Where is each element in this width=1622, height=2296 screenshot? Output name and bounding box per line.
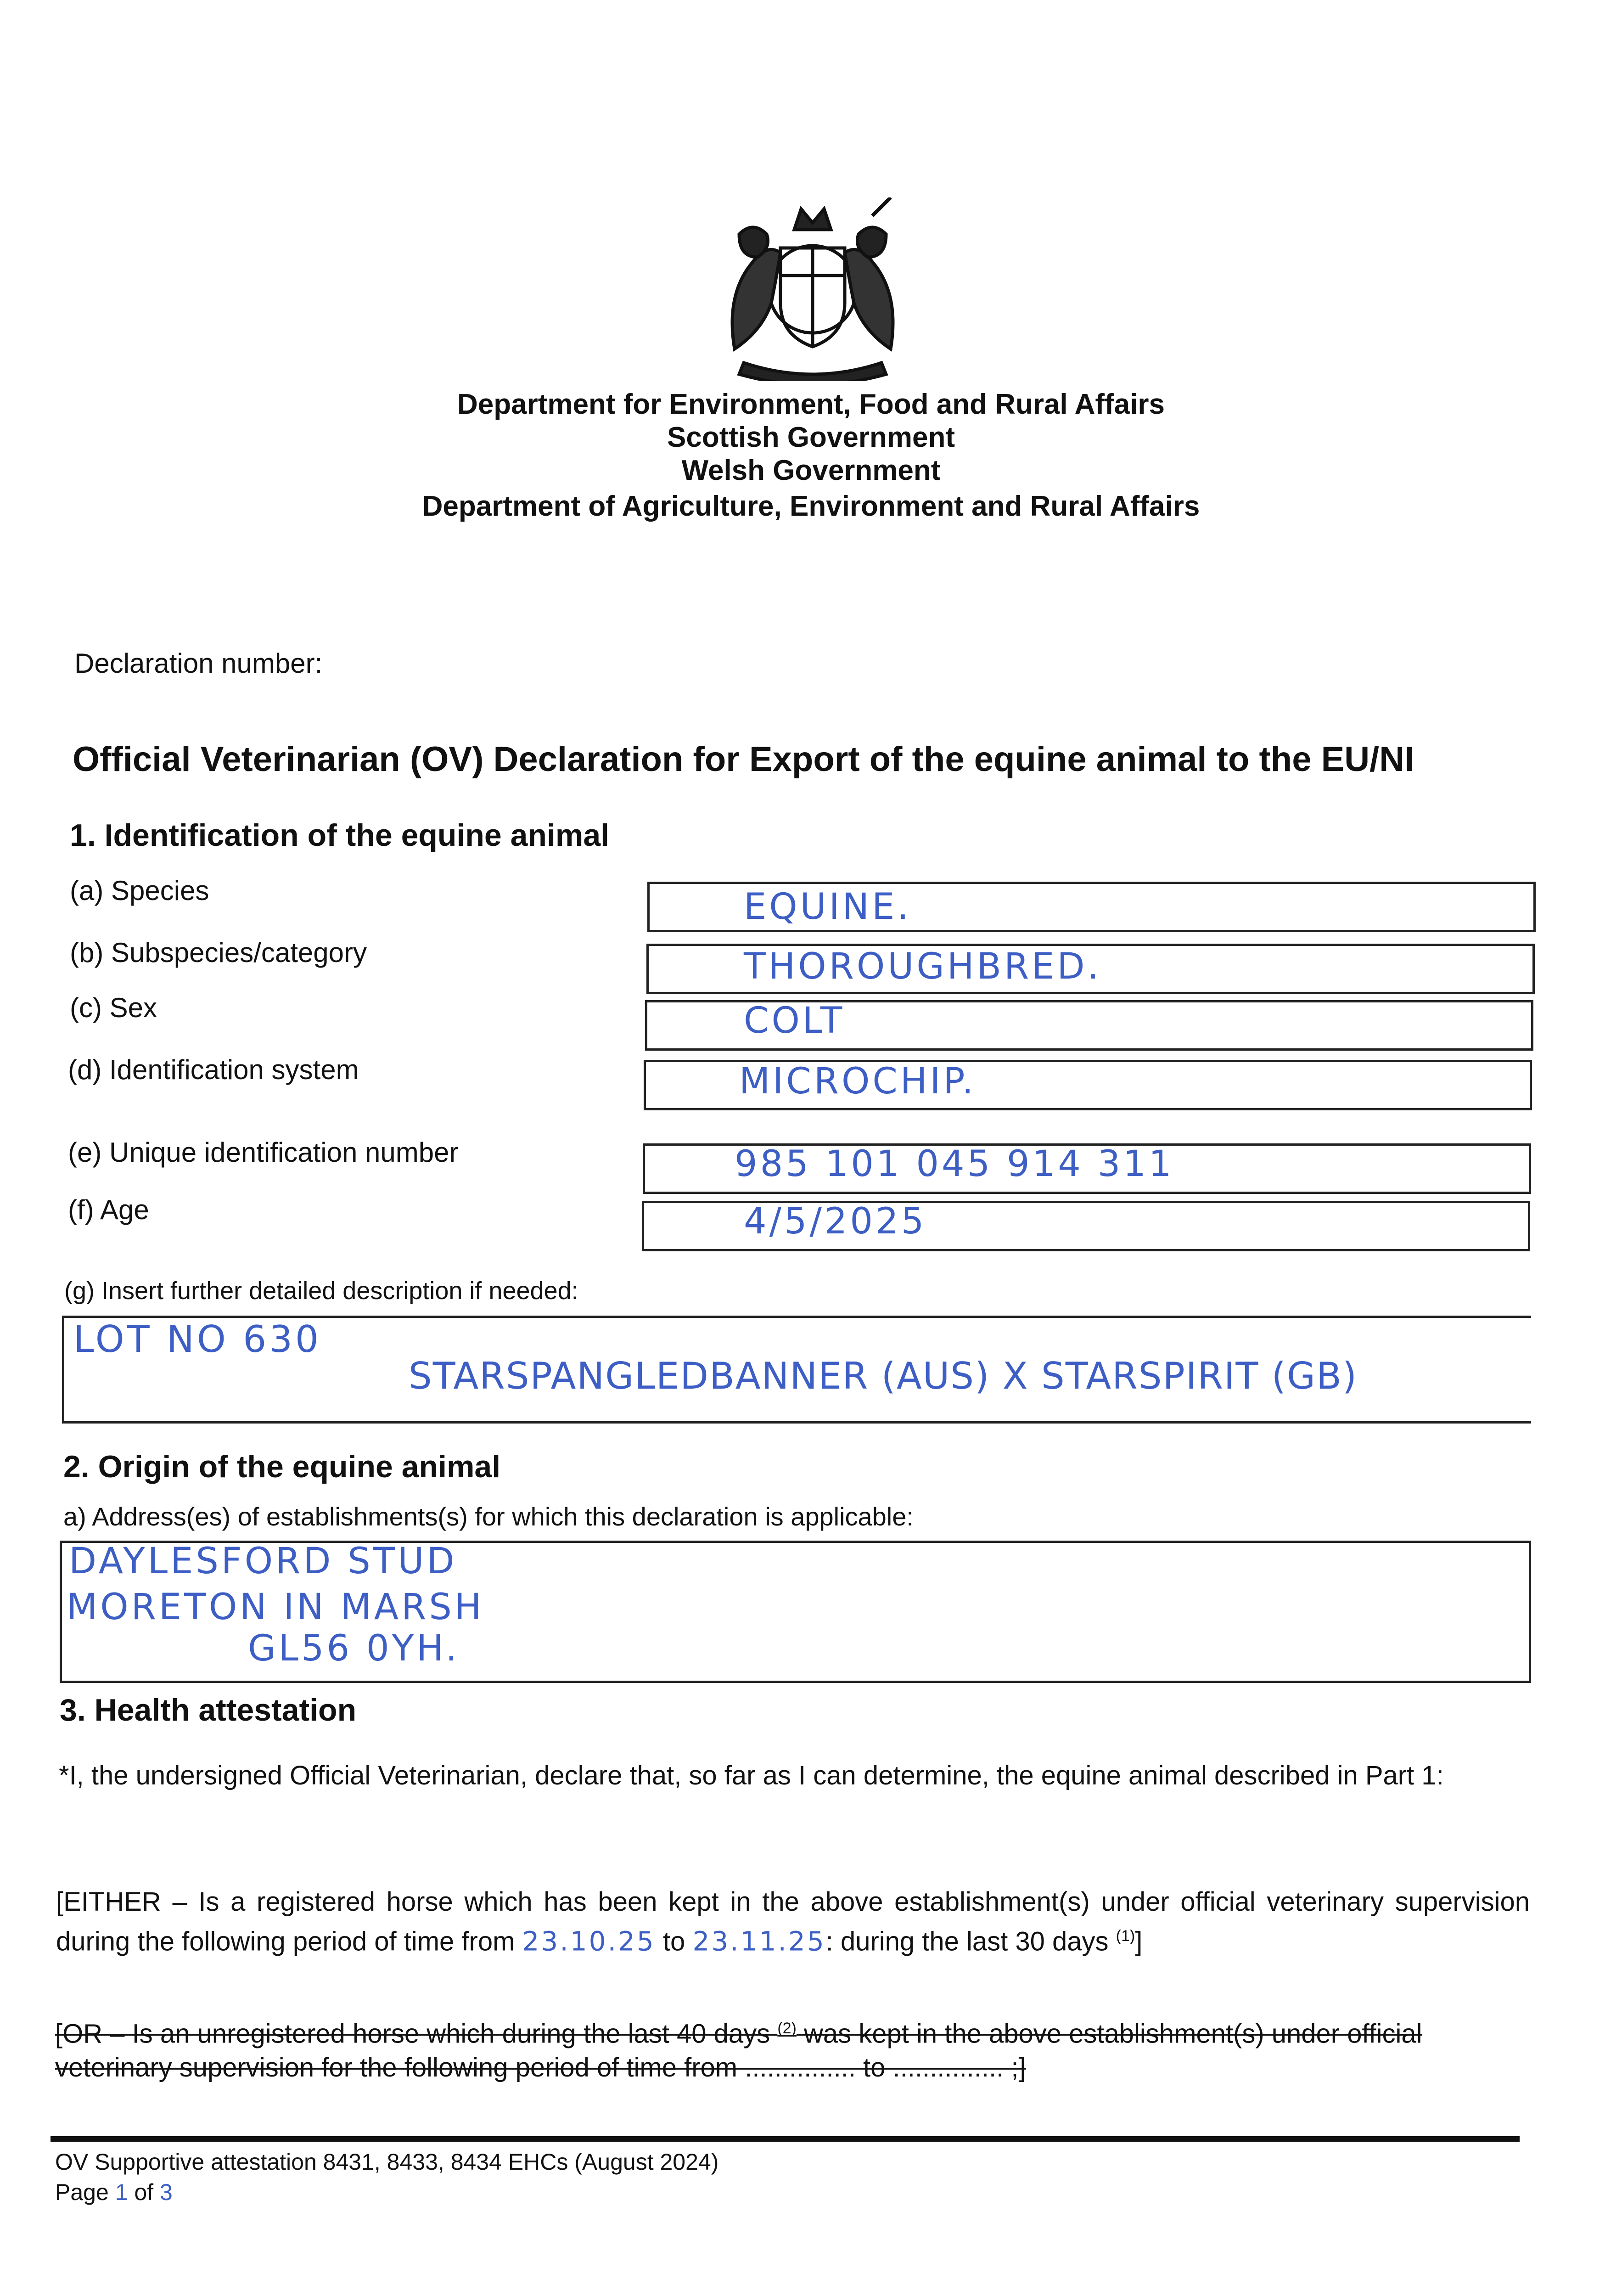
or-clause-text-2: was kept in the above establishment(s) under official veterinary supervision for the following period of time from ............... to ............... ;] bbox=[55, 2019, 1422, 2083]
footer-divider bbox=[51, 2136, 1520, 2142]
department-defra: Department for Environment, Food and Rural Affairs bbox=[457, 388, 1165, 420]
sex-value: COLT bbox=[744, 1000, 845, 1041]
footer-page-number bbox=[55, 2177, 173, 2207]
address-label: a) Address(es) of establishments(s) for which this declaration is applicable: bbox=[63, 1502, 914, 1531]
total-pages: 3 bbox=[160, 2179, 173, 2205]
sex-label: (c) Sex bbox=[70, 992, 157, 1023]
either-from-date: 23.10.25 bbox=[522, 1925, 656, 1957]
health-attestation-intro: *I, the undersigned Official Veterinarian, declare that, so far as I can determine, the equine animal described in Part 1: bbox=[59, 1761, 1444, 1790]
footer-attestation-reference: OV Supportive attestation 8431, 8433, 8434 EHCs (August 2024) bbox=[55, 2149, 719, 2175]
subspecies-value: THOROUGHBRED. bbox=[744, 946, 1102, 987]
royal-coat-of-arms-icon bbox=[707, 197, 918, 381]
lot-number-value: LOT NO 630 bbox=[73, 1318, 321, 1361]
footnote-1-marker: (1) bbox=[1116, 1927, 1135, 1945]
age-value: 4/5/2025 bbox=[744, 1201, 927, 1242]
either-clause bbox=[56, 1885, 1530, 1958]
identification-system-value: MICROCHIP. bbox=[739, 1061, 977, 1102]
current-page: 1 bbox=[115, 2179, 128, 2205]
subspecies-label: (b) Subspecies/category bbox=[70, 937, 367, 968]
either-to-word: to bbox=[662, 1926, 685, 1957]
further-description-label: (g) Insert further detailed description if needed: bbox=[64, 1277, 578, 1305]
address-line-1: DAYLESFORD STUD bbox=[69, 1541, 457, 1582]
of-word: of bbox=[134, 2179, 154, 2205]
page-word: Page bbox=[55, 2179, 109, 2205]
species-value: EQUINE. bbox=[744, 886, 912, 928]
either-clause-text: [EITHER – Is a registered horse which has been kept in the above establishment(s) under official veterinary supervision during the following period of time from bbox=[56, 1887, 1530, 1957]
unique-id-value: 985 101 045 914 311 bbox=[735, 1143, 1174, 1185]
section-1-heading: 1. Identification of the equine animal bbox=[70, 818, 610, 853]
declaration-number-label: Declaration number: bbox=[74, 648, 323, 679]
document-title: Official Veterinarian (OV) Declaration for Export of the equine animal to the EU/NI bbox=[73, 740, 1414, 779]
department-welsh-government: Welsh Government bbox=[681, 455, 941, 486]
department-daera: Department of Agriculture, Environment and Rural Affairs bbox=[422, 490, 1200, 522]
or-clause-text-1: [OR – Is an unregistered horse which during the last 40 days bbox=[55, 2019, 770, 2049]
department-scottish-government: Scottish Government bbox=[667, 422, 955, 453]
age-label: (f) Age bbox=[68, 1194, 149, 1225]
horse-pedigree-value: STARSPANGLEDBANNER (AUS) X STARSPIRIT (GB) bbox=[409, 1355, 1358, 1397]
address-line-2: MORETON IN MARSH bbox=[67, 1587, 484, 1628]
address-line-3: GL56 0YH. bbox=[248, 1628, 460, 1669]
either-clause-end-text: : during the last 30 days bbox=[825, 1926, 1109, 1957]
either-closing-bracket: ] bbox=[1135, 1926, 1143, 1957]
unique-id-label: (e) Unique identification number bbox=[68, 1137, 459, 1168]
footnote-2-marker: (2) bbox=[777, 2020, 797, 2037]
section-2-heading: 2. Origin of the equine animal bbox=[63, 1449, 501, 1484]
identification-system-label: (d) Identification system bbox=[68, 1054, 359, 1085]
either-to-date: 23.11.25 bbox=[692, 1925, 826, 1957]
or-clause bbox=[55, 2011, 1543, 2085]
section-3-heading: 3. Health attestation bbox=[60, 1693, 357, 1728]
species-label: (a) Species bbox=[70, 875, 209, 906]
